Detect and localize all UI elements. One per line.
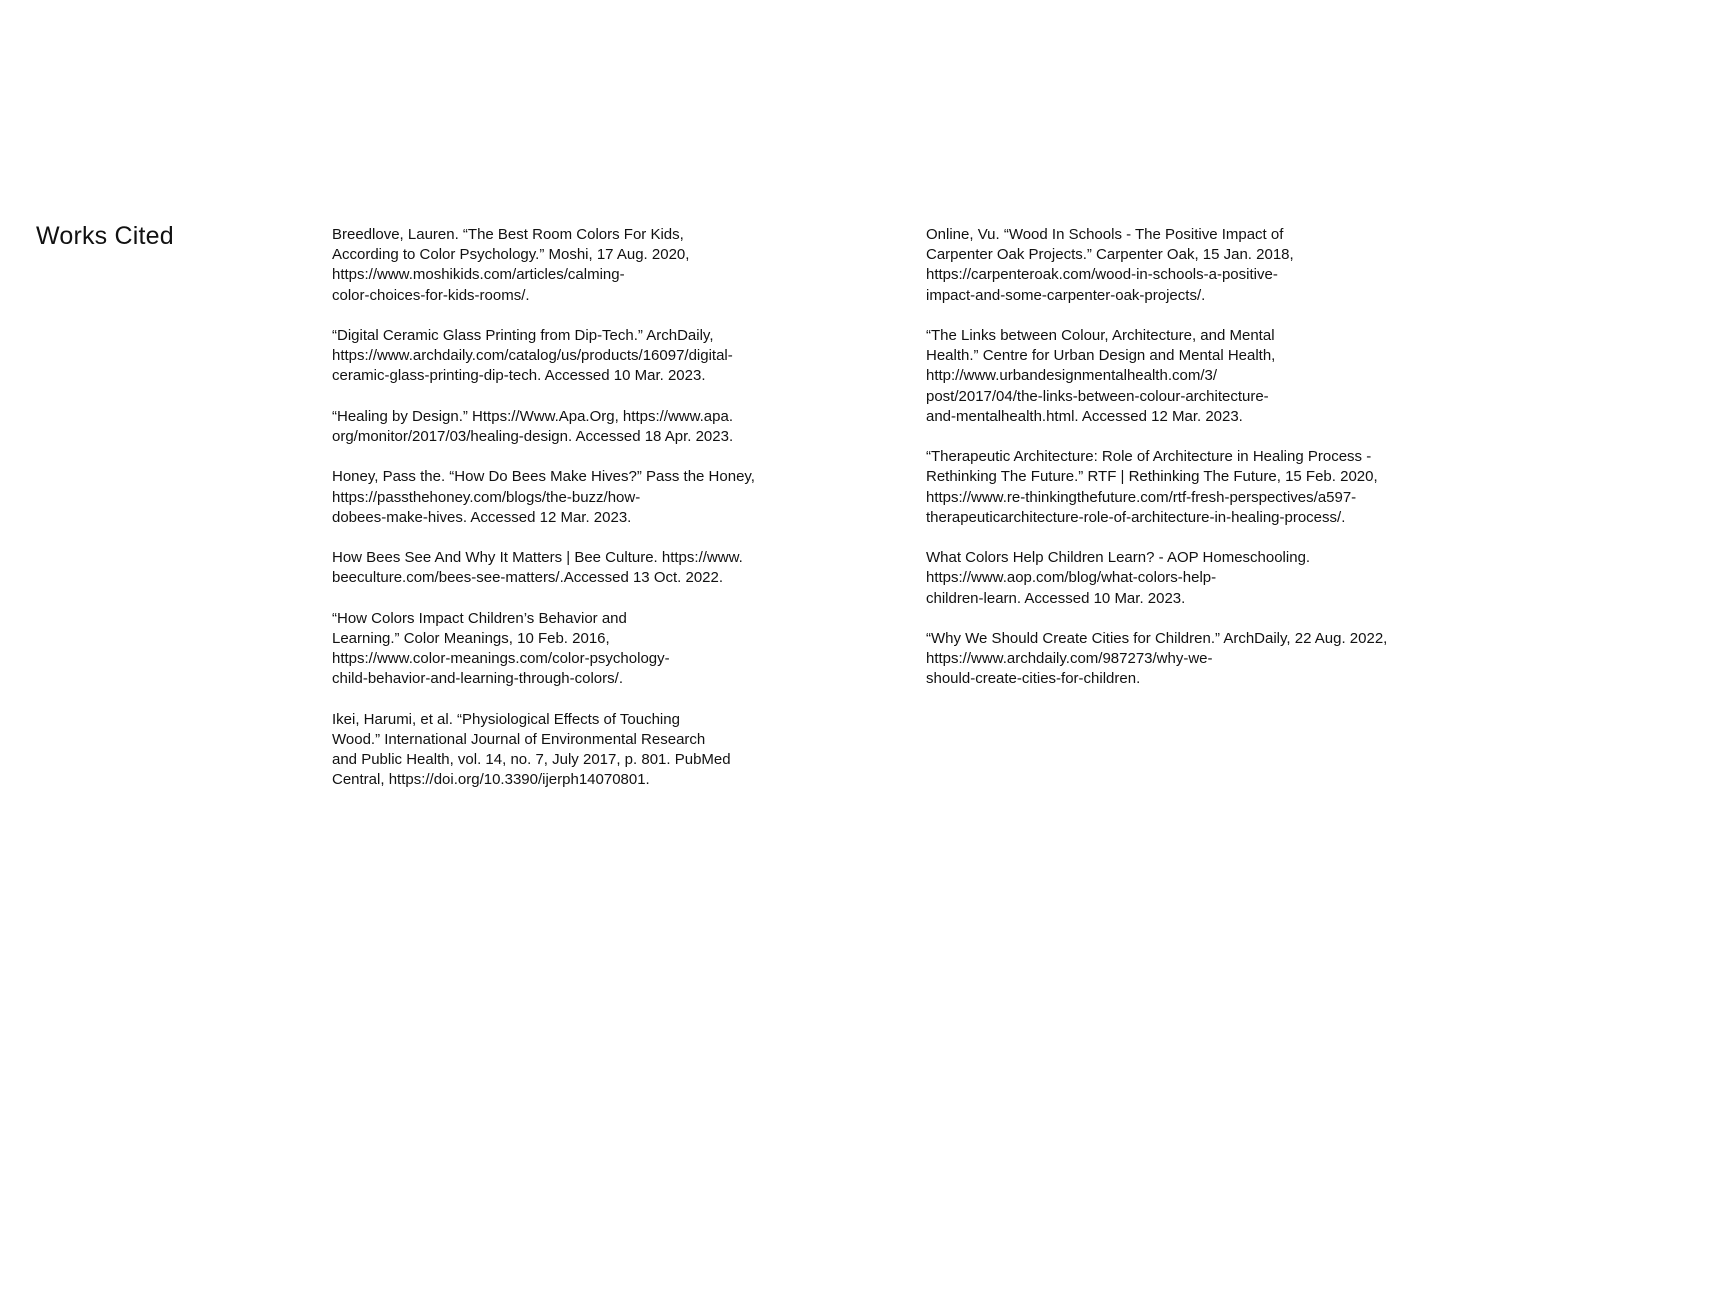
citation-line: “The Links between Colour, Architecture, and Mental <box>926 327 1275 344</box>
citation-link[interactable]: beeculture.com/bees-see-matters/.Accessed 13 Oct. 2022. <box>332 569 724 587</box>
citation-entry <box>332 548 802 588</box>
citation-entry <box>332 710 802 791</box>
citation-link[interactable]: https://carpenteroak.com/wood-in-schools-a-positive- <box>926 266 1278 284</box>
citation-line: “Therapeutic Architecture: Role of Architecture in Healing Process - <box>926 448 1372 466</box>
citation-line: “How Colors Impact Children’s Behavior and <box>332 609 627 627</box>
citation-line: Breedlove, Lauren. “The Best Room Colors For Kids, <box>332 226 684 243</box>
citation-line: According to Color Psychology.” Moshi, 17 Aug. 2020, <box>332 246 690 264</box>
citation-entry <box>332 326 802 387</box>
citation-line: Honey, Pass the. “How Do Bees Make Hives?” Pass the Honey, <box>332 468 755 486</box>
citation-link[interactable]: ceramic-glass-printing-dip-tech. Accessed 10 Mar. 2023. <box>332 367 706 385</box>
citation-link[interactable]: children-learn. Accessed 10 Mar. 2023. <box>926 589 1186 607</box>
citation-line: Online, Vu. “Wood In Schools - The Positive Impact of <box>926 226 1284 243</box>
citation-entry <box>332 225 802 306</box>
citation-line: How Bees See And Why It Matters | Bee Culture. https://www. <box>332 549 743 567</box>
citation-line: and Public Health, vol. 14, no. 7, July 2017, p. 801. PubMed <box>332 751 731 769</box>
citation-link[interactable]: https://www.archdaily.com/catalog/us/products/16097/digital- <box>332 347 733 365</box>
citation-entry <box>926 548 1406 609</box>
citation-link[interactable]: color-choices-for-kids-rooms/. <box>332 286 530 304</box>
citation-link[interactable]: post/2017/04/the-links-between-colour-architecture- <box>926 387 1269 405</box>
citation-link[interactable]: https://passthehoney.com/blogs/the-buzz/how- <box>332 488 641 506</box>
citation-entry <box>332 467 802 528</box>
citation-link[interactable]: and-mentalhealth.html. Accessed 12 Mar. 2023. <box>926 407 1243 425</box>
citation-entry <box>332 407 802 447</box>
citation-link[interactable]: https://www.color-meanings.com/color-psychology- <box>332 650 670 668</box>
citation-link[interactable]: should-create-cities-for-children. <box>926 670 1141 688</box>
citation-link[interactable]: https://www.moshikids.com/articles/calming- <box>332 266 625 284</box>
citation-line: Ikei, Harumi, et al. “Physiological Effects of Touching <box>332 710 680 728</box>
citation-line: Wood.” International Journal of Environmental Research <box>332 730 706 748</box>
citation-entry <box>926 629 1406 690</box>
citation-line: “Why We Should Create Cities for Children.” ArchDaily, 22 Aug. 2022, <box>926 630 1388 647</box>
citation-link[interactable]: https://www.re-thinkingthefuture.com/rtf-fresh-perspectives/a597- <box>926 488 1357 506</box>
citation-link[interactable]: http://www.urbandesignmentalhealth.com/3/ <box>926 367 1217 385</box>
citation-line: “Digital Ceramic Glass Printing from Dip-Tech.” ArchDaily, <box>332 327 714 344</box>
citation-link[interactable]: dobees-make-hives. Accessed 12 Mar. 2023. <box>332 508 632 526</box>
citation-link[interactable]: therapeuticarchitecture-role-of-architecture-in-healing-process/. <box>926 508 1346 526</box>
citation-line: Carpenter Oak Projects.” Carpenter Oak, 15 Jan. 2018, <box>926 246 1294 264</box>
citations-left-column <box>332 225 802 811</box>
citation-entry <box>926 447 1406 528</box>
citation-line: Health.” Centre for Urban Design and Mental Health, <box>926 347 1276 365</box>
citation-line: What Colors Help Children Learn? - AOP Homeschooling. <box>926 549 1311 567</box>
citation-link[interactable]: org/monitor/2017/03/healing-design. Accessed 18 Apr. 2023. <box>332 428 734 445</box>
citation-link[interactable]: Central, https://doi.org/10.3390/ijerph14070801. <box>332 771 650 789</box>
citation-entry <box>332 609 802 690</box>
citation-entry <box>926 326 1406 427</box>
citation-link[interactable]: https://www.archdaily.com/987273/why-we- <box>926 650 1213 668</box>
citation-entry <box>926 225 1406 306</box>
citation-line: “Healing by Design.” Https://Www.Apa.Org, https://www.apa. <box>332 407 733 425</box>
citation-line: Learning.” Color Meanings, 10 Feb. 2016, <box>332 629 610 647</box>
citations-right-column <box>926 225 1406 710</box>
citation-link[interactable]: https://www.aop.com/blog/what-colors-help- <box>926 569 1217 587</box>
page-title: Works Cited <box>36 222 174 250</box>
citation-link[interactable]: impact-and-some-carpenter-oak-projects/. <box>926 286 1206 304</box>
citation-link[interactable]: child-behavior-and-learning-through-colors/. <box>332 670 623 688</box>
citation-line: Rethinking The Future.” RTF | Rethinking The Future, 15 Feb. 2020, <box>926 468 1378 486</box>
